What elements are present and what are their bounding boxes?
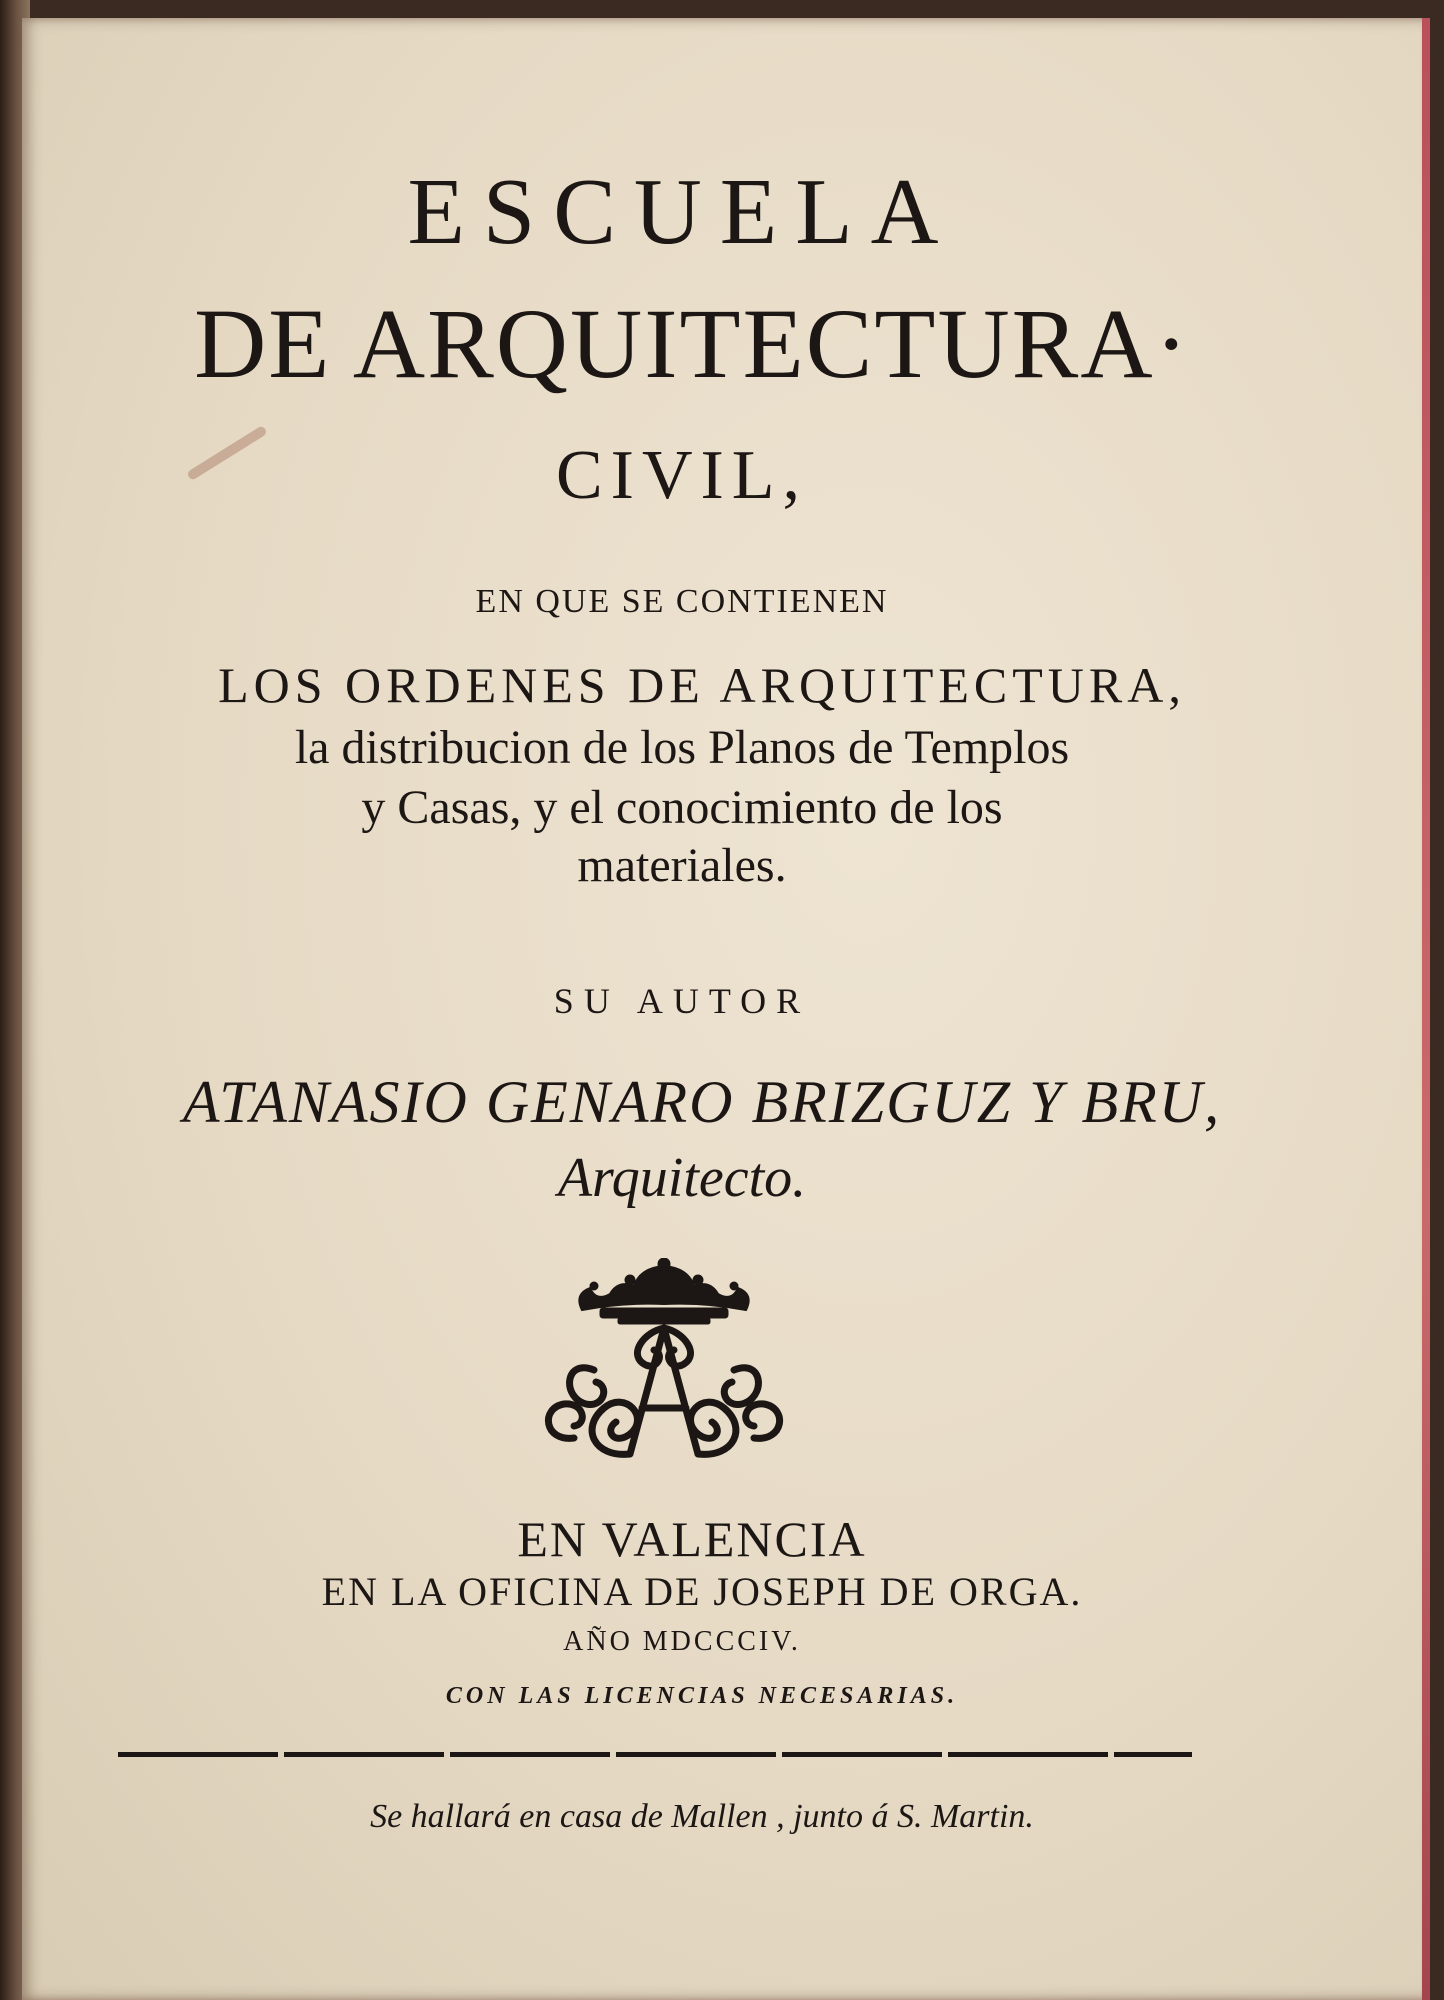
crowned-monogram-ornament [534,1258,794,1478]
title-line-2: DE ARQUITECTURA· [194,288,1190,399]
title-line-1: ESCUELA [407,160,957,264]
title-page [22,18,1430,2000]
horizontal-rule [118,1752,1192,1757]
imprint-city: EN VALENCIA [517,1511,867,1567]
author-name: ATANASIO GENARO BRIZGUZ Y BRU, [182,1069,1222,1135]
title-line-3: CIVIL, [555,437,809,514]
imprint-license: CON LAS LICENCIAS NECESARIAS. [445,1683,959,1709]
red-page-edge [1422,18,1430,2000]
author-role: Arquitecto. [557,1147,807,1209]
imprint-printer: EN LA OFICINA DE JOSEPH DE ORGA. [321,1569,1083,1614]
subtitle-intro: EN QUE SE CONTIENEN [475,583,889,620]
subtitle-line-1: LOS ORDENES DE ARQUITECTURA, [218,657,1186,713]
seller-note: Se hallará en casa de Mallen , junto á S. Martin. [370,1798,1034,1835]
subtitle-line-4: materiales. [577,839,787,892]
subtitle-line-3: y Casas, y el conocimiento de los [361,781,1003,834]
imprint-year: AÑO MDCCCIV. [563,1626,801,1657]
subtitle-line-2: la distribucion de los Planos de Templos [294,721,1070,774]
author-label: SU AUTOR [553,981,811,1021]
